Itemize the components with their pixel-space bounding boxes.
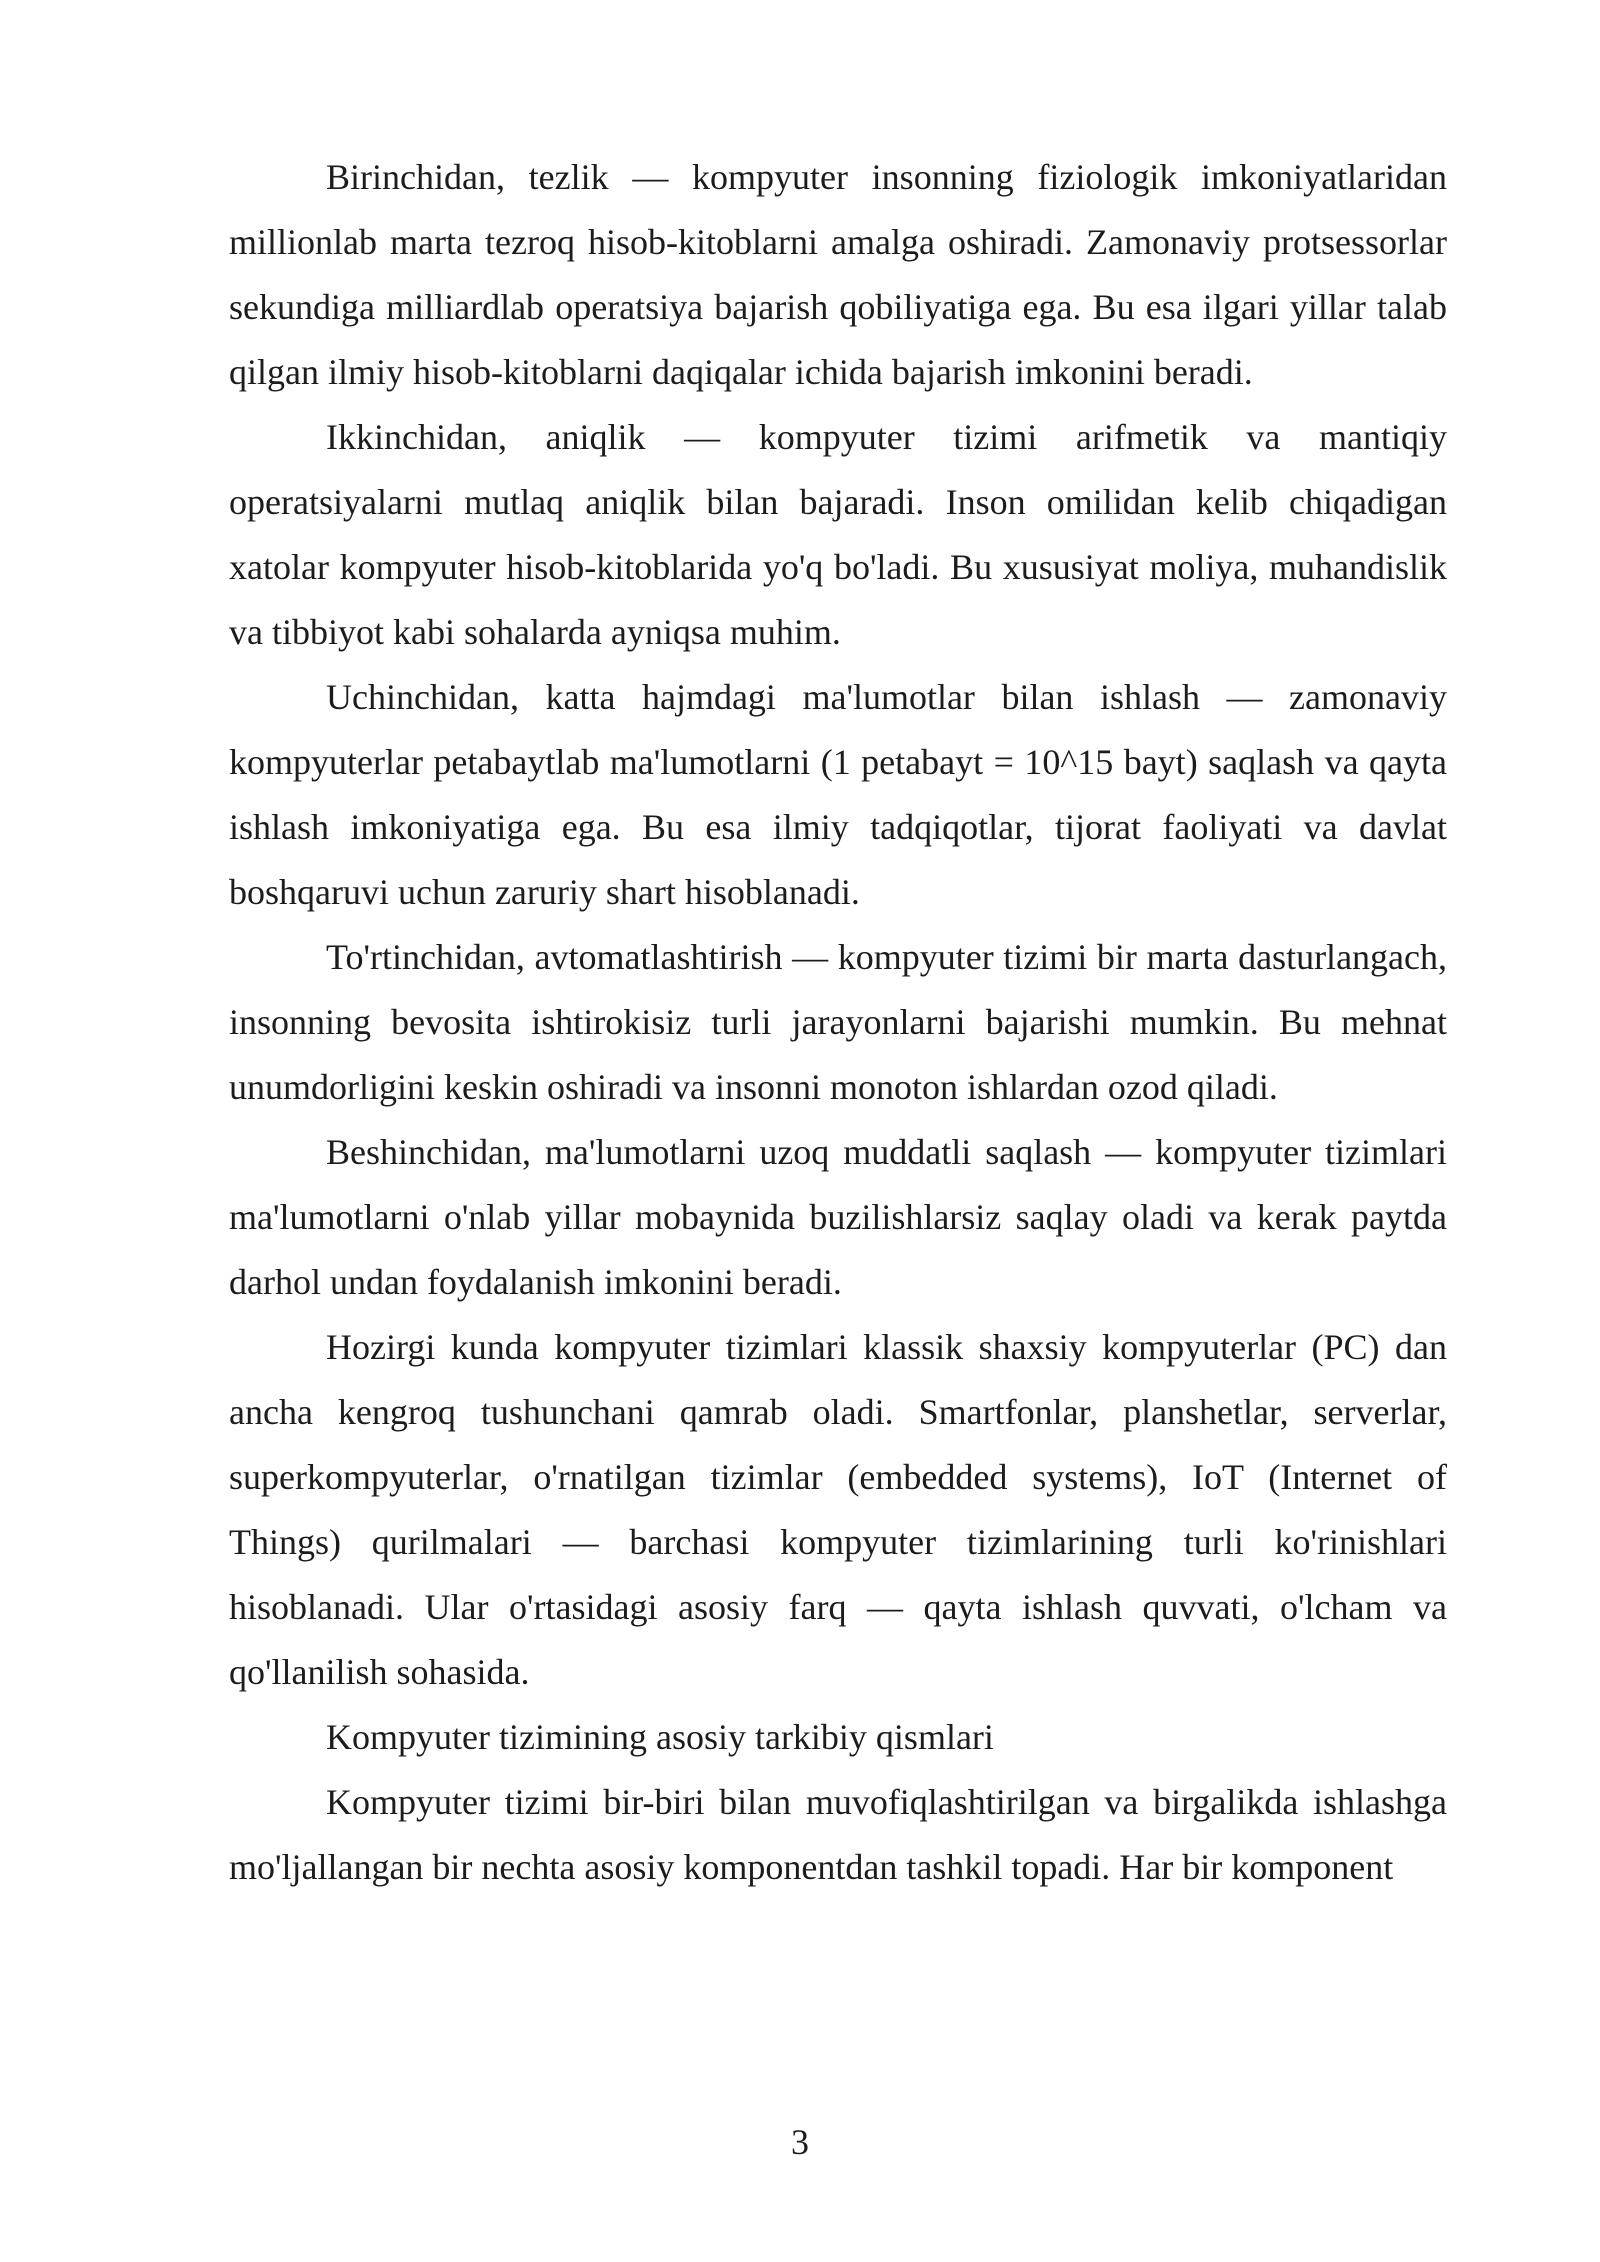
paragraph-long-term-storage: Beshinchidan, ma'lumotlarni uzoq muddatli saqlash — kompyuter tizimlari ma'lumotlarni o'nlab yillar mobaynida buzilishlarsiz saqlay oladi va kerak paytda darhol undan foydalanish imkonini beradi. xyxy=(229,1132,1447,1302)
paragraph-accuracy: Ikkinchidan, aniqlik — kompyuter tizimi arifmetik va mantiqiy operatsiyalarni mutlaq aniqlik bilan bajaradi. Inson omilidan kelib chiqadigan xatolar kompyuter hisob-kitoblarida yo'q bo'ladi. Bu xususiyat moliya, muhandislik va tibbiyot kabi sohalarda ayniqsa muhim. xyxy=(229,417,1447,652)
page-number: 3 xyxy=(791,2122,809,2162)
paragraph-components: Kompyuter tizimi bir-biri bilan muvofiqlashtirilgan va birgalikda ishlashga mo'ljallangan bir nechta asosiy komponentdan tashkil topadi. Har bir komponent xyxy=(229,1782,1447,1887)
paragraph-big-data: Uchinchidan, katta hajmdagi ma'lumotlar bilan ishlash — zamonaviy kompyuterlar petabaytlab ma'lumotlarni (1 petabayt = 10^15 bayt) saqlash va qayta ishlash imkoniyatiga ega. Bu esa ilmiy tadqiqotlar, tijorat faoliyati va davlat boshqaruvi uchun zaruriy shart hisoblanadi. xyxy=(229,677,1447,912)
paragraph-automation: To'rtinchidan, avtomatlashtirish — kompyuter tizimi bir marta dasturlangach, insonning bevosita ishtirokisiz turli jarayonlarni bajarishi mumkin. Bu mehnat unumdorligini keskin oshiradi va insonni monoton ishlardan ozod qiladi. xyxy=(229,937,1447,1107)
paragraph-modern-systems: Hozirgi kunda kompyuter tizimlari klassik shaxsiy kompyuterlar (PC) dan ancha kengroq tushunchani qamrab oladi. Smartfonlar, planshetlar, serverlar, superkompyuterlar, o'rnatilgan tizimlar (embedded systems), IoT (Internet of Things) qurilmalari — barchasi kompyuter tizimlarining turli ko'rinishlari hisoblanadi. Ular o'rtasidagi asosiy farq — qayta ishlash quvvati, o'lcham va qo'llanilish sohasida. xyxy=(229,1327,1447,1692)
paragraph-speed: Birinchidan, tezlik — kompyuter insonning fiziologik imkoniyatlaridan millionlab marta tezroq hisob-kitoblarni amalga oshiradi. Zamonaviy protsessorlar sekundiga milliardlab operatsiya bajarish qobiliyatiga ega. Bu esa ilgari yillar talab qilgan ilmiy hisob-kitoblarni daqiqalar ichida bajarish imkonini beradi. xyxy=(229,157,1447,392)
body-text xyxy=(229,145,1447,1900)
section-heading: Kompyuter tizimining asosiy tarkibiy qismlari xyxy=(326,1717,994,1757)
